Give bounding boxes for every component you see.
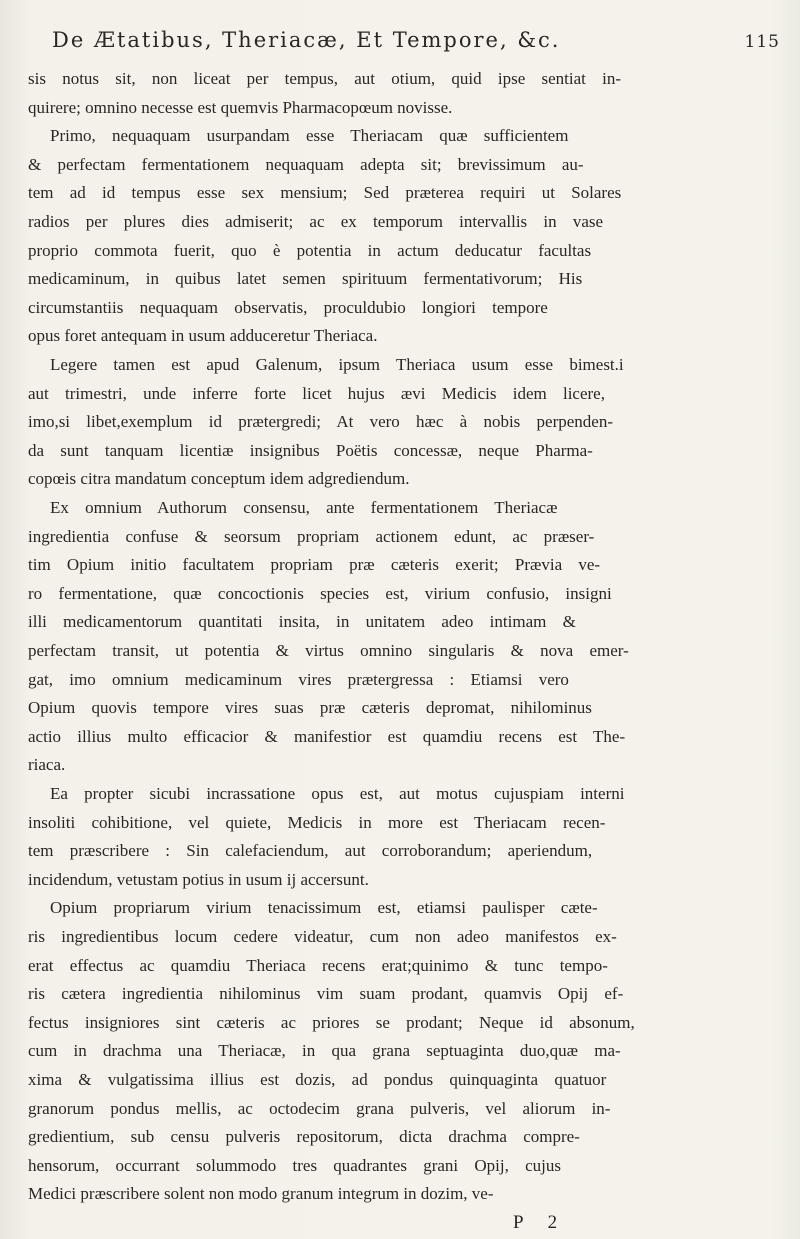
- text-line: ris ingredientibus locum cedere videatur, cum non adeo manifestos ex-: [28, 927, 617, 946]
- text-line: incidendum, vetustam potius in usum ij accersunt.: [28, 869, 369, 889]
- running-title: De Ætatibus, Theriacæ, Et Tempore, &c.: [52, 28, 561, 52]
- text-line: ro fermentatione, quæ concoctionis species est, virium confusio, insigni: [28, 583, 612, 603]
- text-line: fectus insigniores sint cæteris ac priores se prodant; Neque id absonum,: [28, 1012, 635, 1032]
- text-line: gredientium, sub censu pulveris repositorum, dicta drachma compre-: [28, 1127, 580, 1147]
- text-line: tem præscribere : Sin calefaciendum, aut corroborandum; aperiendum,: [28, 841, 593, 861]
- running-header: [52, 28, 780, 62]
- text-line: da sunt tanquam licentiæ insignibus Poëtis concessæ, neque Pharma-: [28, 440, 593, 460]
- text-line: sis notus sit, non liceat per tempus, aut otium, quid ipse sentiat in-: [28, 69, 622, 88]
- text-line: aut trimestri, unde inferre forte licet hujus ævi Medicis idem licere,: [28, 383, 605, 403]
- text-line: erat effectus ac quamdiu Theriaca recens erat;quinimo & tunc tempo-: [28, 955, 608, 975]
- text-line: Ex omnium Authorum consensu, ante fermentationem Theriacæ: [50, 498, 558, 517]
- text-line: illi medicamentorum quantitati insita, in unitatem adeo intimam &: [28, 612, 576, 632]
- text-line: ingredientia confuse & seorsum propriam actionem edunt, ac præser-: [28, 526, 595, 546]
- text-line: Opium quovis tempore vires suas præ cæteris depromat, nihilominus: [28, 698, 592, 718]
- page-number: 115: [744, 32, 780, 52]
- text-line: riaca.: [28, 755, 66, 775]
- text-line: proprio commota fuerit, quo è potentia in actum deducatur facultas: [28, 240, 592, 260]
- text-line: quirere; omnino necesse est quemvis Pharmacopœum novisse.: [28, 97, 453, 117]
- text-line: & perfectam fermentationem nequaquam adepta sit; brevissimum au-: [28, 154, 584, 174]
- text-line: copœis citra mandatum conceptum idem adgrediendum.: [28, 469, 410, 489]
- text-line: insoliti cohibitione, vel quiete, Medicis in more est Theriacam recen-: [28, 812, 606, 832]
- text-line: opus foret antequam in usum adduceretur Theriaca.: [28, 326, 378, 346]
- text-line: medicaminum, in quibus latet semen spirituum fermentativorum; His: [28, 269, 583, 289]
- text-line: granorum pondus mellis, ac octodecim grana pulveris, vel aliorum in-: [28, 1098, 611, 1118]
- text-line: actio illius multo efficacior & manifestior est quamdiu recens est The-: [28, 726, 626, 746]
- text-line: Ea propter sicubi incrassatione opus est, aut motus cujuspiam interni: [50, 784, 625, 803]
- text-line: gat, imo omnium medicaminum vires prætergressa : Etiamsi vero: [28, 669, 569, 689]
- text-line: hensorum, occurrant solummodo tres quadrantes grani Opij, cujus: [28, 1155, 561, 1175]
- text-line: Legere tamen est apud Galenum, ipsum Theriaca usum esse bimest.i: [50, 355, 624, 374]
- text-line: xima & vulgatissima illius est dozis, ad pondus quinquaginta quatuor: [28, 1070, 607, 1089]
- text-line: ris cætera ingredientia nihilominus vim suam prodant, quamvis Opij ef-: [28, 984, 624, 1004]
- text-line: circumstantiis nequaquam observatis, proculdubio longiori tempore: [28, 297, 548, 317]
- text-line: Medici præscribere solent non modo granum integrum in dozim, ve-: [28, 1184, 494, 1204]
- text-line: perfectam transit, ut potentia & virtus omnino singularis & nova emer-: [28, 641, 629, 660]
- text-line: tim Opium initio facultatem propriam præ cæteris exerit; Prævia ve-: [28, 555, 601, 575]
- text-line: radios per plures dies admiserit; ac ex temporum intervallis in vase: [28, 212, 604, 231]
- text-line: tem ad id tempus esse sex mensium; Sed præterea requiri ut Solares: [28, 183, 622, 203]
- signature-mark: P 2: [513, 1212, 568, 1233]
- text-line: Opium propriarum virium tenacissimum est, etiamsi paulisper cæte-: [50, 898, 598, 918]
- text-line: imo,si libet,exemplum id prætergredi; At vero hæc à nobis perpenden-: [28, 412, 614, 432]
- text-line: Primo, nequaquam usurpandam esse Theriacam quæ sufficientem: [50, 126, 569, 146]
- page-footer: [0, 1212, 800, 1236]
- text-line: cum in drachma una Theriacæ, in qua grana septuaginta duo,quæ ma-: [28, 1041, 621, 1061]
